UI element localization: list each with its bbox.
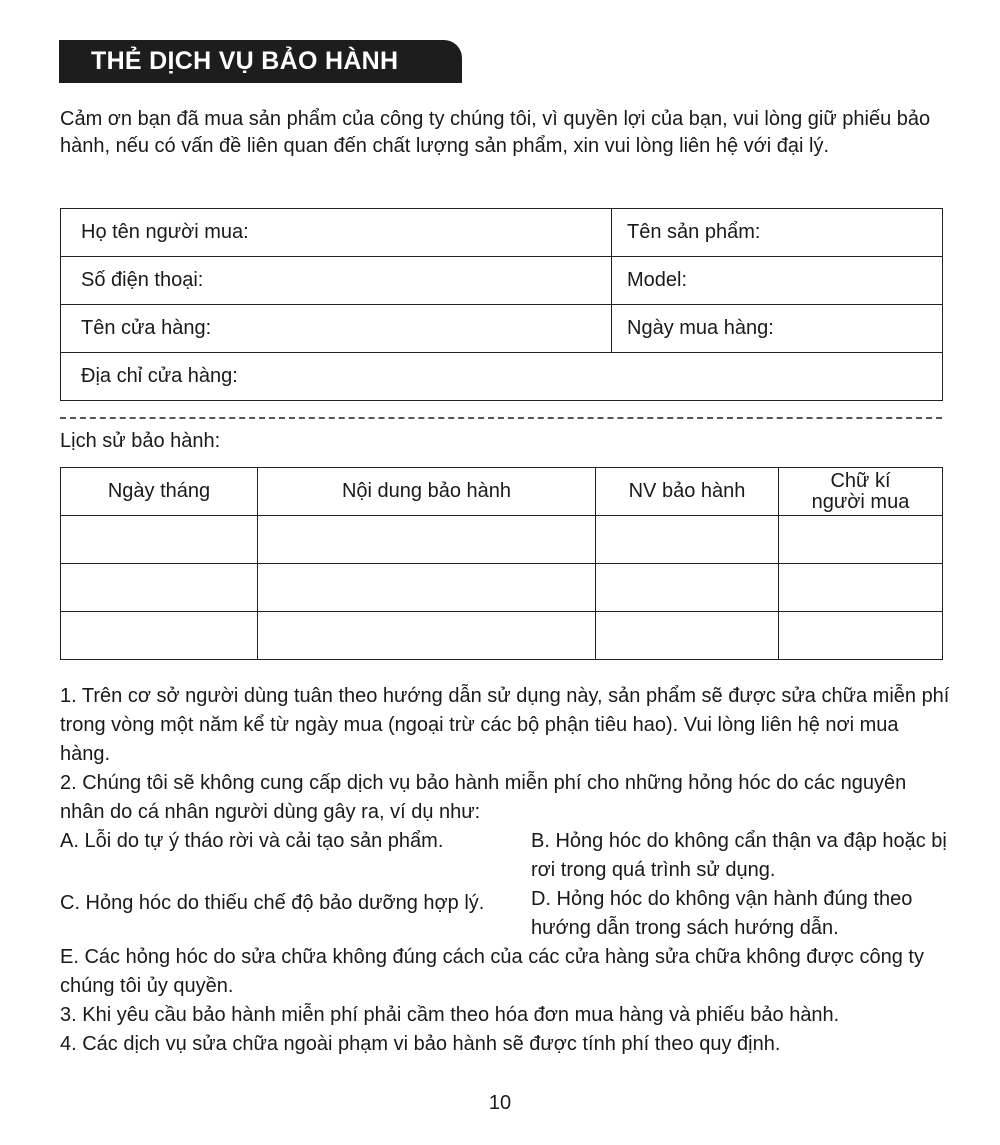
table-row	[61, 353, 943, 401]
term-1: 1. Trên cơ sở người dùng tuân theo hướng dẫn sử dụng này, sản phẩm sẽ được sửa chữa miễn phí trong vòng một năm kể từ ngày mua (ngoại trừ các bộ phận tiêu hao). Vui lòng liên hệ nơi mua hàng.	[60, 685, 950, 765]
page-title-text: THẺ DỊCH VỤ BẢO HÀNH	[91, 47, 399, 75]
cut-line-divider	[60, 417, 942, 419]
product-name-field: Tên sản phẩm:	[612, 209, 943, 257]
table-cell	[779, 564, 943, 612]
table-header-row	[61, 468, 943, 516]
header-date: Ngày tháng	[61, 468, 258, 516]
page-title	[59, 40, 462, 83]
table-row	[61, 612, 943, 660]
header-content: Nội dung bảo hành	[258, 468, 596, 516]
intro-paragraph: Cảm ơn bạn đã mua sản phẩm của công ty chúng tôi, vì quyền lợi của bạn, vui lòng giữ phiếu bảo hành, nếu có vấn đề liên quan đến chất lượng sản phẩm, xin vui lòng liên hệ với đại lý.	[60, 108, 931, 157]
table-row	[61, 257, 943, 305]
header-signature-line1: Chữ kí	[830, 469, 891, 492]
phone-field: Số điện thoại:	[61, 257, 612, 305]
exclusion-d: D. Hỏng hóc do không vận hành đúng theo hướng dẫn trong sách hướng dẫn.	[531, 888, 913, 939]
table-cell	[61, 564, 258, 612]
table-cell	[258, 516, 596, 564]
purchase-date-field: Ngày mua hàng:	[612, 305, 943, 353]
store-address-field: Địa chỉ cửa hàng:	[61, 353, 943, 401]
table-cell	[596, 564, 779, 612]
term-2: 2. Chúng tôi sẽ không cung cấp dịch vụ bảo hành miễn phí cho những hỏng hóc do các nguyên nhân do cá nhân người dùng gây ra, ví dụ như:	[60, 772, 907, 823]
exclusion-a: A. Lỗi do tự ý tháo rời và cải tạo sản phẩm.	[60, 830, 444, 852]
header-staff: NV bảo hành	[596, 468, 779, 516]
history-label: Lịch sử bảo hành:	[60, 430, 221, 452]
table-cell	[596, 516, 779, 564]
warranty-history-table	[60, 467, 943, 660]
exclusion-b: B. Hỏng hóc do không cẩn thận va đập hoặc bị rơi trong quá trình sử dụng.	[531, 830, 947, 881]
table-cell	[779, 516, 943, 564]
exclusion-row-cd	[60, 885, 950, 943]
table-cell	[258, 564, 596, 612]
table-row	[61, 305, 943, 353]
buyer-name-field: Họ tên người mua:	[61, 209, 612, 257]
store-name-field: Tên cửa hàng:	[61, 305, 612, 353]
header-signature-line2: người mua	[811, 490, 910, 513]
term-3: 3. Khi yêu cầu bảo hành miễn phí phải cầm theo hóa đơn mua hàng và phiếu bảo hành.	[60, 1004, 840, 1026]
header-signature	[779, 468, 943, 516]
table-row	[61, 564, 943, 612]
exclusion-row-ab	[60, 827, 950, 885]
model-field: Model:	[612, 257, 943, 305]
page-number: 10	[488, 1092, 512, 1114]
buyer-info-table	[60, 208, 943, 401]
warranty-terms	[60, 682, 950, 1059]
table-cell	[61, 516, 258, 564]
table-row	[61, 516, 943, 564]
table-cell	[258, 612, 596, 660]
term-4: 4. Các dịch vụ sửa chữa ngoài phạm vi bảo hành sẽ được tính phí theo quy định.	[60, 1033, 781, 1055]
table-row	[61, 209, 943, 257]
table-cell	[61, 612, 258, 660]
exclusion-e: E. Các hỏng hóc do sửa chữa không đúng cách của các cửa hàng sửa chữa không được công ty chúng tôi ủy quyền.	[60, 946, 924, 997]
table-cell	[779, 612, 943, 660]
exclusion-c: C. Hỏng hóc do thiếu chế độ bảo dưỡng hợp lý.	[60, 892, 485, 914]
table-cell	[596, 612, 779, 660]
